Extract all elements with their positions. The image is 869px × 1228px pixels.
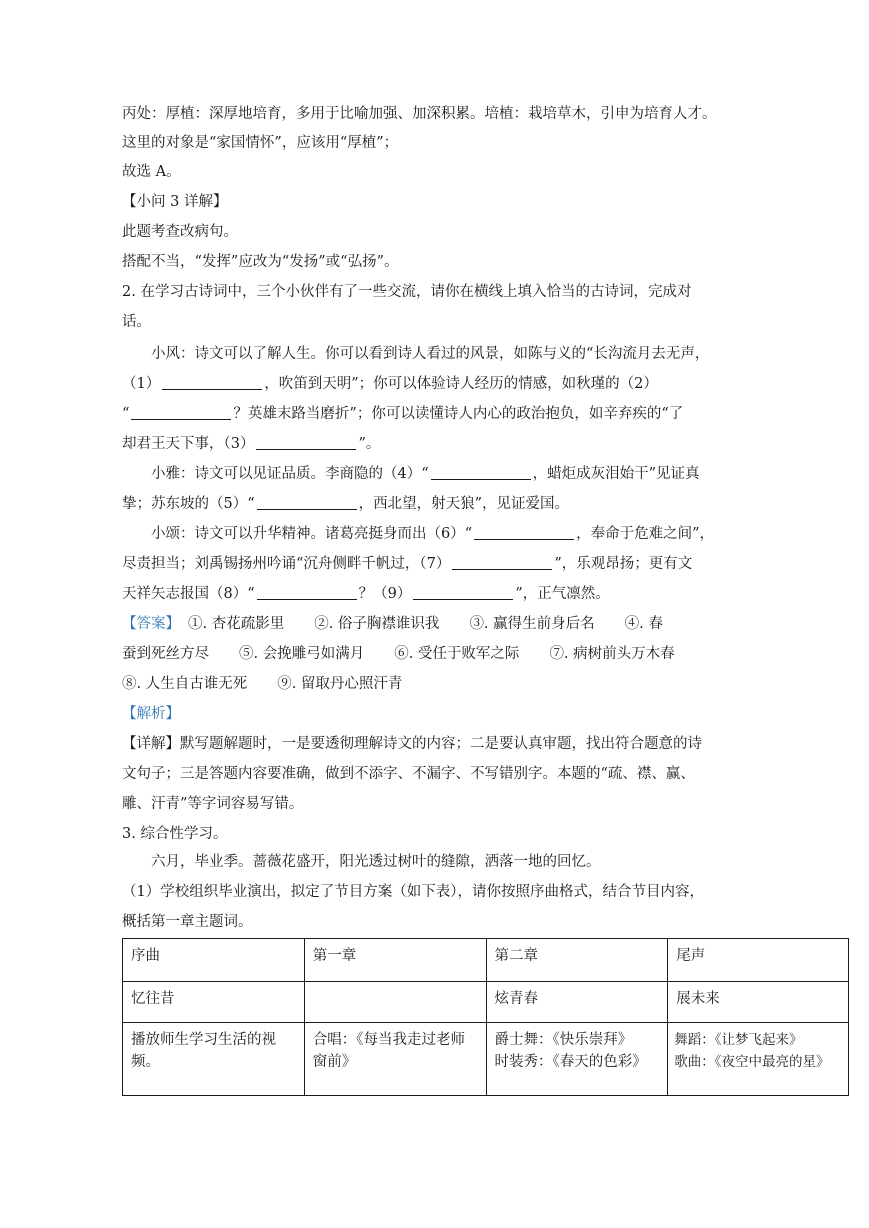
table-cell	[668, 1023, 849, 1096]
text-span: “	[122, 406, 130, 422]
text-span: 天祥矢志报国（8）“	[122, 586, 255, 602]
dialog-line	[122, 584, 852, 604]
table-row	[123, 1023, 849, 1096]
answer-row	[122, 644, 852, 664]
table-row	[123, 982, 849, 1023]
cell-line: 歌曲：《夜空中最亮的星》	[674, 1054, 830, 1070]
answer-item: ⑨. 留取丹心照汗青	[277, 676, 403, 692]
dialog-line: 小风：诗文可以了解人生。你可以看到诗人看过的风景，如陈与义的“长沟流月去无声，	[151, 346, 710, 362]
text-span: ，奉命于危难之间”，	[576, 526, 715, 542]
table-cell: 炫青春	[486, 982, 668, 1023]
text-span: ，吹笛到天明”；你可以体验诗人经历的情感，如秋瑾的（2）	[264, 376, 658, 392]
dialog-line	[122, 494, 852, 514]
text-span: ”，正气凛然。	[515, 586, 610, 602]
question-title: 3. 综合性学习。	[122, 826, 228, 842]
answer-row	[122, 674, 852, 694]
table-header-cell: 尾声	[668, 939, 849, 982]
answer-item: ⑥. 受任于败军之际	[394, 646, 520, 662]
text-span: 小颂：诗文可以升华精神。诸葛亮挺身而出（6）“	[151, 526, 473, 542]
text-line: 搭配不当，“发挥”应改为“发扬”或“弘扬”。	[122, 254, 399, 270]
answer-item: ⑦. 病树前头万木春	[549, 646, 675, 662]
dialog-line	[122, 404, 852, 424]
text-line: 丙处：厚植：深厚地培育，多用于比喻加强、加深积累。培植：栽培草木，引申为培育人才。	[122, 106, 717, 122]
fill-blank[interactable]	[452, 555, 552, 570]
answer-item: 蚕到死丝方尽	[122, 646, 209, 662]
table-header-row	[123, 939, 849, 982]
table-header-cell: 序曲	[123, 939, 305, 982]
dialog-line	[151, 524, 851, 544]
text-line: 六月，毕业季。蔷薇花盛开，阳光透过树叶的缝隙，洒落一地的回忆。	[151, 854, 601, 870]
cell-line: 舞蹈：《让梦飞起来》	[674, 1032, 803, 1048]
fill-blank[interactable]	[257, 495, 357, 510]
answer-item: ①. 杏花疏影里	[188, 616, 285, 632]
table-cell-empty[interactable]	[304, 982, 486, 1023]
table-cell	[304, 1023, 486, 1096]
dialog-line	[151, 464, 851, 484]
table-header-cell: 第一章	[304, 939, 486, 982]
text-span: ？英雄末路当磨折”；你可以读懂诗人内心的政治抱负，如辛弃疾的“了	[233, 406, 684, 422]
cell-line: 时装秀：《春天的色彩》	[494, 1054, 647, 1070]
answer-item: ⑧. 人生自古谁无死	[122, 676, 248, 692]
text-line: 话。	[122, 314, 151, 330]
table-cell: 展未来	[668, 982, 849, 1023]
answer-tag: 【答案】	[122, 616, 180, 632]
fill-blank[interactable]	[131, 405, 231, 420]
text-span: 尽责担当；刘禹锡扬州吟诵“沉舟侧畔千帆过，（7）	[122, 556, 451, 572]
cell-line: 爵士舞：《快乐崇拜》	[494, 1032, 633, 1048]
answer-item: ④. 春	[624, 616, 663, 632]
dialog-line	[122, 374, 852, 394]
answer-row	[122, 614, 852, 634]
text-line: 【详解】默写题解题时，一是要透彻理解诗文的内容；二是要认真审题，找出符合题意的诗	[122, 736, 702, 752]
answer-item: ③. 赢得生前身后名	[469, 616, 595, 632]
question-title: 2. 在学习古诗词中，三个小伙伴有了一些交流，请你在横线上填入恰当的古诗词，完成对	[122, 284, 692, 300]
fill-blank[interactable]	[162, 375, 262, 390]
fill-blank[interactable]	[256, 435, 356, 450]
cell-line: 合唱：《每当我走过老师	[312, 1032, 465, 1048]
text-span: ”，乐观昂扬；更有文	[554, 556, 693, 572]
dialog-line	[122, 554, 852, 574]
text-line: 故选 A。	[122, 164, 181, 180]
text-span: ，西北望，射天狼”，见证爱国。	[358, 496, 570, 512]
cell-line: 播放师生学习生活的视	[131, 1032, 276, 1048]
text-line: （1）学校组织毕业演出，拟定了节目方案（如下表），请你按照序曲格式，结合节目内容，	[122, 884, 704, 900]
text-span: 挚；苏东坡的（5）“	[122, 496, 255, 512]
text-span: 却君王天下事，（3）	[122, 436, 255, 452]
text-line: 此题考查改病句。	[122, 224, 238, 240]
analysis-tag: 【解析】	[122, 706, 180, 722]
fill-blank[interactable]	[431, 465, 531, 480]
fill-blank[interactable]	[257, 585, 357, 600]
section-heading: 【小问 3 详解】	[122, 194, 228, 210]
fill-blank[interactable]	[474, 525, 574, 540]
table-cell	[123, 1023, 305, 1096]
text-span: 小雅：诗文可以见证品质。李商隐的（4）“	[151, 466, 429, 482]
cell-line: 窗前》	[312, 1054, 357, 1070]
text-line: 这里的对象是“家国情怀”，应该用“厚植”；	[122, 135, 399, 151]
table-cell	[486, 1023, 668, 1096]
text-line: 概括第一章主题词。	[122, 914, 253, 930]
text-span: ，蜡炬成灰泪始干”见证真	[532, 466, 700, 482]
text-span: （1）	[122, 376, 161, 392]
table-header-cell: 第二章	[486, 939, 668, 982]
program-table	[122, 938, 849, 1096]
fill-blank[interactable]	[413, 585, 513, 600]
cell-line: 频。	[131, 1054, 160, 1070]
text-line: 文句子；三是答题内容要准确，做到不添字、不漏字、不写错别字。本题的“疏、襟、赢、	[122, 766, 695, 782]
table-cell: 忆往昔	[123, 982, 305, 1023]
dialog-line	[122, 434, 852, 454]
text-span: ”。	[358, 436, 381, 452]
text-line: 雕、汗青”等字词容易写错。	[122, 796, 304, 812]
text-span: ？（9）	[358, 586, 412, 602]
answer-item: ②. 俗子胸襟谁识我	[314, 616, 440, 632]
answer-item: ⑤. 会挽雕弓如满月	[239, 646, 365, 662]
